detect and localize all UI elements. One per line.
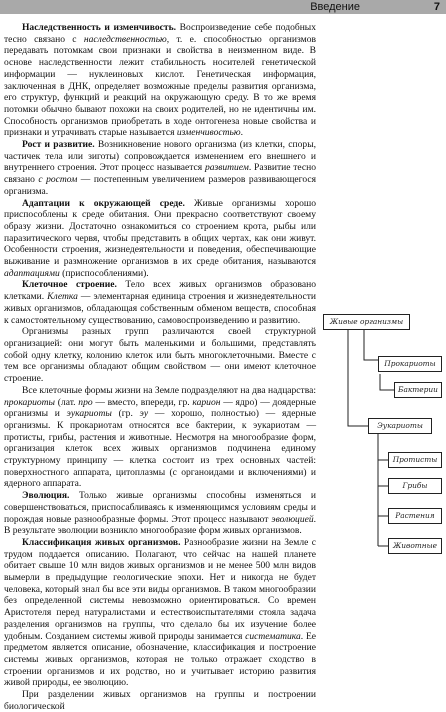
term: эволюцией bbox=[271, 513, 314, 525]
text-run: Воспроизведение себе подобных тесно связано с bbox=[4, 22, 316, 45]
term: прокариоты bbox=[4, 396, 56, 408]
term: с ростом bbox=[38, 174, 78, 186]
term: наследственностью, bbox=[83, 33, 170, 45]
text-run: т. е. способностью организмов передавать потомкам свои признаки и свойства в неизменном виде. В основе наследственности лежит стабильность носителей генетической информации — нуклеиновых кислот. Генетическая информация, заключенная в ДНК, определяет возможные пределы развития организма, его структур, функций и реакций на окружающую среду. В то же время потомки обычно бывают похожи на своих родителей, но не идентичны им. Способность организмов приобретать в ходе онтогенеза новые свойства и признаки и утрачивать старые называется bbox=[4, 33, 316, 139]
classification-diagram bbox=[318, 300, 446, 600]
body-text bbox=[4, 22, 316, 712]
term: Клетка bbox=[47, 291, 78, 303]
text-run: Организмы разных групп различаются своей структурной организацией: они могут быть маленькими и большими, представлять собой одну клетку, колонию клеток или быть многоклеточными. Вместе с тем все организмы обладают общим свойством — они имеют клеточное строение. bbox=[4, 326, 316, 385]
paragraph bbox=[4, 689, 316, 712]
term: изменчивостью bbox=[176, 127, 241, 139]
paragraph bbox=[4, 326, 316, 385]
paragraph bbox=[4, 139, 316, 198]
paragraph bbox=[4, 279, 316, 326]
diagram-box-plants: Растения bbox=[388, 508, 442, 524]
text-run: . Ее предметом является описание, обозначение, классификация и построение системы живых организмов, которая не только отражает сходство в строении организмов и их родство, но и учитывает историю развития живой природы, ее эволюцию. bbox=[4, 630, 317, 689]
paragraph-heading: Рост и развитие. bbox=[22, 139, 95, 151]
text-run: — хорошо, полностью) — ядерные организмы. К прокариотам относятся все бактерии, к эукариотам — протисты, грибы, растения и животные. Несмотря на многообразие форм, организация клеток всех живых организмов подчинена единому структурному принципу — клетка состоит из трех основных частей: поверхностного аппарата, цитоплазмы (с органоидами и включениями) и ядерного аппарата. bbox=[4, 408, 316, 490]
term: эу bbox=[139, 408, 149, 420]
page-header bbox=[0, 0, 446, 14]
text-run: — элементарная единица строения и жизнедеятельности живых организмов, обладающая собственным обменом веществ, способная к самостоятельному существованию, самовоспроизведению и развитию. bbox=[4, 291, 317, 326]
diagram-box-protists: Протисты bbox=[388, 452, 442, 468]
text-run: — ядро) — доядерные организмы и bbox=[4, 396, 316, 420]
paragraph-heading: Адаптации к окружающей среде. bbox=[22, 197, 185, 209]
text-run: . В результате эволюции возникло многообразие форм живых организмов. bbox=[4, 513, 316, 537]
diagram-box-eukaryotes: Эукариоты bbox=[368, 418, 432, 434]
text-run: . Развитие тесно связано bbox=[4, 162, 316, 186]
term: адаптациями bbox=[4, 267, 60, 279]
section-title: Введение bbox=[310, 1, 360, 13]
term: про bbox=[78, 396, 93, 408]
diagram-box-animals: Животные bbox=[388, 538, 442, 554]
text-run: Тело всех живых организмов образовано клетками. bbox=[4, 279, 316, 303]
term: карион bbox=[192, 396, 221, 408]
term: систематика bbox=[245, 630, 301, 642]
text-run: — вместо, впереди, гр. bbox=[92, 396, 193, 408]
page-number: 7 bbox=[433, 1, 440, 13]
text-run: Разнообразие жизни на Земле с трудом поддается описанию. Полагают, что сейчас на нашей планете обитает свыше 10 млн видов живых организмов и не менее 500 млн видов вымерли в предыдущие геологические эпохи. Нет и никогда не будет человека, который знал бы все эти виды организмов. В таком многообразии без определенной системы невозможно ориентироваться. Со времен Аристотеля перед натуралистами и естествоиспытателями стояла задача разделения организмов на группы, что сделало бы их изучение более удобным. Созданием системы живой природы занимается bbox=[4, 536, 316, 642]
text-run: Возникновение нового организма (из клетки, споры, частичек тела или зиготы) сопровождается изменением его внешнего и внутреннего строения. Этот процесс называется bbox=[4, 139, 316, 174]
text-run: Живые организмы хорошо приспособлены к среде обитания. Они прекрасно соответствуют своему образу жизни. Достаточно ознакомиться со строением крота, рыбы или паразитического червя, чтобы представить в общих чертах, как они живут. Особенности строения, жизнедеятельности и поведения, обеспечивающие выживание и размножение организмов в их среде обитания, называются bbox=[4, 197, 316, 268]
text-run: Только живые организмы способны изменяться и совершенствоваться, приспосабливаясь к изменяющимся условиям среды и порождая новые разнообразные формы. Этот процесс называют bbox=[4, 490, 316, 525]
paragraph bbox=[4, 22, 316, 139]
text-run: (гр. bbox=[111, 408, 140, 420]
paragraph-heading: Классификация живых организмов. bbox=[22, 536, 181, 548]
diagram-box-prokaryotes: Прокариоты bbox=[378, 356, 442, 372]
paragraph-heading: Клеточное строение. bbox=[22, 279, 117, 291]
paragraph-heading: Эволюция. bbox=[22, 490, 70, 502]
paragraph bbox=[4, 490, 316, 537]
text-run: При разделении живых организмов на группы и построении биологической bbox=[4, 689, 316, 712]
diagram-box-root: Живые организмы bbox=[323, 314, 410, 330]
paragraph bbox=[4, 198, 316, 280]
paragraph-heading: Наследственность и изменчивость. bbox=[22, 22, 177, 33]
paragraph bbox=[4, 385, 316, 490]
diagram-box-bacteria: Бактерии bbox=[394, 382, 442, 398]
term: эукариоты bbox=[66, 408, 112, 420]
text-run: (лат. bbox=[55, 396, 79, 408]
text-run: Все клеточные формы жизни на Земле подразделяют на два надцарства: bbox=[22, 384, 316, 396]
text-run: — постепенным увеличением размеров развивающегося организма. bbox=[4, 174, 316, 197]
term: развитием bbox=[204, 162, 249, 174]
text-run: . bbox=[240, 127, 243, 139]
diagram-box-fungi: Грибы bbox=[388, 478, 442, 494]
text-run: (приспособлениями). bbox=[59, 267, 149, 279]
diagram-connectors bbox=[318, 300, 446, 600]
paragraph bbox=[4, 537, 316, 689]
